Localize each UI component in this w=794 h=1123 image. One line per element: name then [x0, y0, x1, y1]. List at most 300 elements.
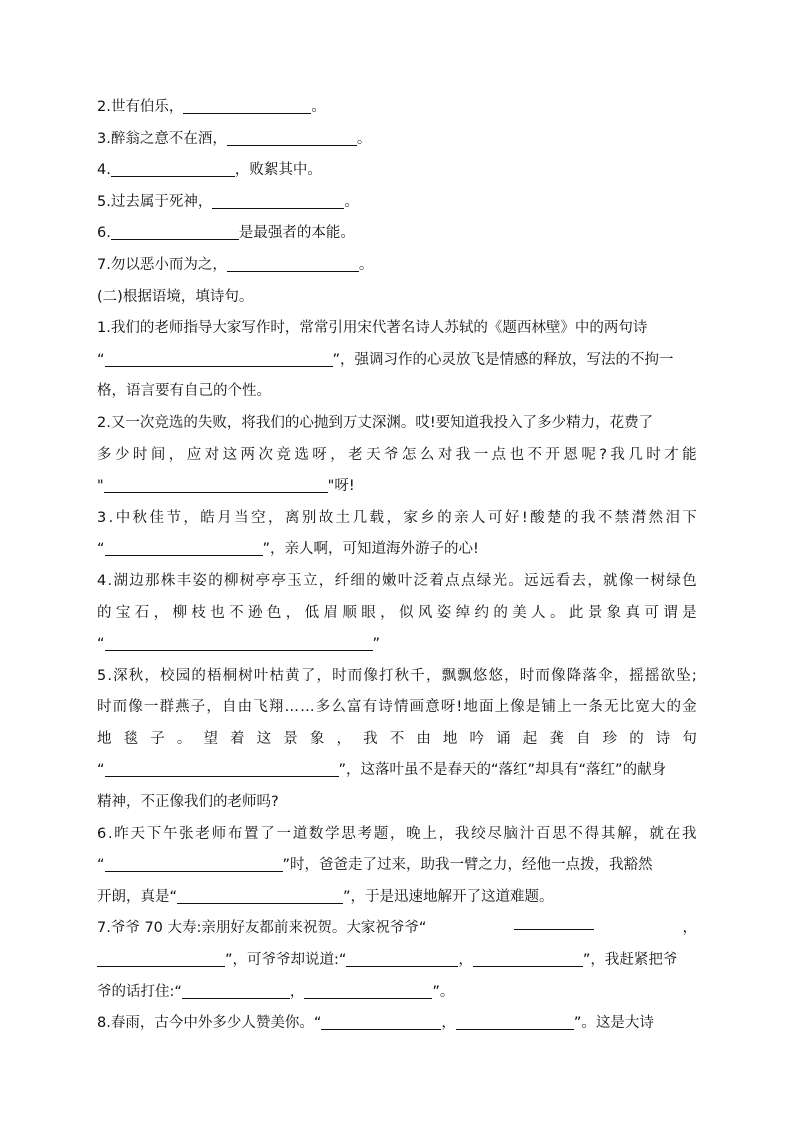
line-char: 点: [460, 572, 476, 589]
line-char: 黄: [285, 667, 300, 684]
text-line-c3a: [97, 503, 697, 535]
line-char: 时: [646, 446, 661, 463]
line-char: 悠: [472, 667, 488, 684]
line-char: 亭: [271, 572, 286, 589]
line-char: 绞: [471, 825, 486, 842]
line-char: 爷: [384, 446, 399, 463]
line-char: 禁: [614, 509, 630, 526]
answer-blank[interactable]: [212, 192, 344, 209]
line-char: 地: [463, 699, 478, 716]
answer-blank[interactable]: [321, 1013, 441, 1030]
line-char: ，: [425, 667, 441, 684]
line-char: 象: [309, 730, 325, 747]
line-char: …: [300, 699, 315, 716]
line-char: 可: [487, 509, 503, 526]
answer-blank[interactable]: [514, 913, 594, 930]
line-text: ，: [441, 1015, 456, 1032]
line-char: .: [108, 509, 114, 526]
line-char: 的: [366, 572, 381, 589]
line-char: 园: [175, 667, 191, 684]
line-char: 。: [176, 730, 192, 747]
line-char: 呀: [440, 699, 456, 716]
line-char: 老: [195, 825, 210, 842]
line-char: 怎: [401, 446, 417, 463]
line-char: 的: [563, 509, 579, 526]
answer-blank[interactable]: [105, 761, 339, 778]
line-char: 晚: [406, 825, 421, 842]
line-char: 置: [244, 825, 259, 842]
line-char: 去: [571, 572, 587, 589]
line-char: 月: [217, 509, 232, 526]
line-char: 亭: [255, 572, 271, 589]
line-char: 一: [572, 699, 588, 716]
line-char: 看: [555, 572, 571, 589]
line-char: 比: [619, 699, 635, 716]
line-char: 的: [208, 572, 223, 589]
line-char: 秋: [132, 509, 148, 526]
line-text: “: [97, 636, 105, 653]
line-char: 玉: [287, 572, 302, 589]
line-char: 一: [634, 572, 650, 589]
line-char: ，: [504, 667, 519, 684]
line-text: 1.我们的老师指导大家写作时，常常引用宋代著名诗人苏轼的《题西林壁》中的两句诗: [97, 320, 648, 337]
line-char: ，: [144, 667, 159, 684]
line-char: 吟: [469, 730, 485, 747]
line-char: ;: [691, 667, 697, 684]
line-char: 而: [347, 667, 363, 684]
line-char: 美: [512, 604, 527, 621]
line-char: .: [107, 667, 112, 684]
line-char: 可: [644, 604, 659, 621]
line-char: 我: [454, 825, 470, 842]
line-char: 铺: [541, 699, 556, 716]
line-char: 是: [682, 604, 697, 621]
answer-blank[interactable]: [105, 634, 373, 651]
line-char: 选: [294, 446, 309, 463]
line-char: 离: [284, 509, 300, 526]
line-char: ，: [438, 825, 454, 842]
line-text: 2.世有伯乐，: [97, 99, 184, 115]
line-char: 不: [389, 730, 405, 747]
line-char: 我: [610, 446, 625, 463]
line-char: 张: [179, 825, 194, 842]
line-char: 然: [648, 509, 664, 526]
line-char: 绿: [666, 572, 681, 589]
line-char: 节: [166, 509, 181, 526]
line-char: 秋: [128, 667, 144, 684]
line-text: 开朗，真是“: [97, 888, 178, 905]
line-char: 就: [603, 572, 618, 589]
line-char: 天: [366, 446, 381, 463]
line-char: 师: [211, 825, 227, 842]
line-char: 色: [682, 572, 697, 589]
line-char: 地: [97, 730, 112, 747]
line-text: 2.又一次竞选的失败，将我们的心抛到万丈深渊。哎!要知道我投入了多少精力，花费了: [97, 414, 654, 431]
line-char: ，: [386, 509, 401, 526]
line-char: …: [284, 699, 299, 716]
line-char: 摇: [644, 667, 660, 684]
line-char: 人: [531, 604, 546, 621]
text-line-c2c: [97, 471, 697, 503]
line-char: 由: [416, 730, 431, 747]
line-char: 望: [203, 730, 218, 747]
line-char: 别: [301, 509, 317, 526]
line-char: 株: [160, 572, 176, 589]
answer-blank[interactable]: [177, 887, 343, 904]
line-text: ”，这落叶虽不是春天的“落红”却具有“落红”的献身: [338, 762, 667, 779]
line-char: 石: [134, 604, 150, 621]
line-text: 。: [344, 193, 359, 210]
line-char: 乡: [420, 509, 435, 526]
line-text: ，: [458, 952, 473, 969]
line-char: 飘: [457, 667, 472, 684]
text-line-c5e: [97, 787, 697, 819]
line-char: 子: [190, 699, 206, 716]
line-char: 悠: [488, 667, 503, 684]
line-char: 不: [229, 604, 244, 621]
line-char: 燕: [175, 699, 190, 716]
line-text: 。: [311, 99, 326, 115]
answer-blank[interactable]: [304, 982, 432, 999]
line-text: ，败絮其中。: [234, 162, 322, 179]
answer-blank[interactable]: [105, 350, 333, 367]
line-char: 宝: [115, 604, 131, 621]
line-char: 泛: [413, 572, 429, 589]
line-text: ”，于是迅速地解开了这道难题。: [343, 888, 554, 905]
line-char: 昨: [114, 825, 129, 842]
line-char: 打: [379, 667, 394, 684]
line-char: 时: [97, 699, 112, 716]
line-char: 次: [258, 446, 273, 463]
line-char: 着: [429, 572, 444, 589]
text-line-c7a: [97, 913, 697, 945]
line-char: 桐: [222, 667, 238, 684]
line-char: 柳: [172, 604, 187, 621]
line-char: 枯: [269, 667, 285, 684]
line-char: 富: [347, 699, 362, 716]
line-char: 毯: [123, 730, 139, 747]
line-char: 欲: [660, 667, 676, 684]
line-char: 时: [519, 667, 535, 684]
text-line-c6c: [97, 882, 697, 914]
answer-blank[interactable]: [111, 160, 235, 177]
line-text: ，: [682, 920, 697, 937]
text-line-c5d: [97, 755, 697, 787]
answer-blank[interactable]: [456, 1013, 574, 1030]
line-char: 的: [666, 699, 681, 716]
line-char: 多: [315, 699, 331, 716]
text-line-c1a: [97, 313, 697, 345]
line-text: 是最强者的本能。: [238, 225, 355, 242]
line-char: 6: [97, 825, 107, 842]
line-char: 一: [276, 825, 291, 842]
line-char: 不: [527, 446, 542, 463]
line-char: 对: [204, 446, 220, 463]
answer-blank[interactable]: [346, 950, 458, 967]
line-text: ”: [372, 636, 381, 653]
line-char: 而: [112, 699, 128, 716]
line-char: ?: [599, 446, 607, 463]
line-text: 4.: [97, 162, 111, 179]
line-char: 秋: [394, 667, 410, 684]
text-line-c7b: [97, 945, 697, 977]
text-line-c6b: [97, 850, 697, 882]
line-char: 树: [650, 572, 666, 589]
line-char: 绰: [455, 604, 471, 621]
line-char: 绿: [476, 572, 492, 589]
line-char: 诗: [378, 699, 393, 716]
text-line-q5: [97, 187, 697, 219]
line-char: ，: [153, 604, 169, 621]
answer-blank[interactable]: [105, 539, 263, 556]
line-char: 梧: [206, 667, 222, 684]
line-char: 金: [682, 699, 697, 716]
line-char: 家: [403, 509, 418, 526]
line-char: 远: [524, 572, 539, 589]
line-char: 像: [510, 699, 525, 716]
line-char: ，: [587, 572, 602, 589]
line-char: 湖: [113, 572, 128, 589]
line-text: ”，强调习作的心灵放飞是情感的释放，写法的不拘一: [332, 351, 674, 368]
line-char: 千: [410, 667, 425, 684]
line-char: 在: [665, 825, 681, 842]
text-line-c4c: [97, 629, 697, 661]
line-text: 格，语言要有自己的个性。: [97, 383, 271, 400]
line-char: 纤: [334, 572, 350, 589]
line-char: 叶: [253, 667, 269, 684]
line-char: 树: [238, 667, 253, 684]
line-char: 一: [473, 446, 489, 463]
line-char: 解: [617, 825, 632, 842]
line-char: 珍: [602, 730, 618, 747]
line-char: 么: [331, 699, 346, 716]
line-char: 远: [539, 572, 555, 589]
line-char: 一: [143, 699, 159, 716]
line-char: 立: [303, 572, 318, 589]
text-line-q6: [97, 218, 697, 250]
line-char: 酸: [530, 509, 545, 526]
line-char: 而: [535, 667, 550, 684]
answer-blank[interactable]: [182, 982, 290, 999]
answer-blank[interactable]: [227, 129, 357, 146]
line-char: 枝: [191, 604, 206, 621]
line-text: 3.醉翁之意不在酒，: [97, 130, 227, 147]
line-char: 好: [504, 509, 520, 526]
line-char: 约: [474, 604, 489, 621]
line-text: ”，亲人啊，可知道海外游子的心!: [262, 541, 479, 558]
line-char: 么: [419, 446, 435, 463]
text-line-q7: [97, 250, 697, 282]
line-text: 7.爷爷 70 大寿:亲朋好友都前来祝贺。大家祝爷爷“: [97, 920, 427, 937]
line-char: 的: [191, 667, 206, 684]
line-text: 精神，不正像我们的老师吗?: [97, 794, 279, 811]
line-char: ，: [330, 446, 345, 463]
line-text: ”，我赶紧把爷: [582, 952, 678, 969]
line-char: 伞: [597, 667, 613, 684]
line-char: 此: [568, 604, 584, 621]
line-char: 风: [417, 604, 433, 621]
line-char: ，: [336, 730, 351, 747]
line-char: 降: [566, 667, 582, 684]
line-text: “: [97, 857, 105, 874]
line-char: 能: [682, 446, 697, 463]
line-char: 落: [582, 667, 597, 684]
line-char: 午: [162, 825, 178, 842]
line-char: 不: [568, 825, 583, 842]
line-char: 呀: [312, 446, 327, 463]
line-char: ，: [380, 604, 395, 621]
line-text: (二)根据语境，填诗句。: [97, 288, 254, 305]
line-char: 嫩: [381, 572, 397, 589]
line-char: 坠: [676, 667, 691, 684]
line-char: 土: [335, 509, 351, 526]
line-char: 无: [603, 699, 619, 716]
line-char: 像: [618, 572, 634, 589]
line-char: 3: [97, 509, 107, 526]
answer-blank[interactable]: [111, 223, 239, 240]
line-char: 象: [606, 604, 622, 621]
line-char: !: [456, 699, 463, 716]
line-char: 色: [266, 604, 282, 621]
line-char: 多: [97, 446, 112, 463]
line-char: 学: [325, 825, 340, 842]
line-char: 的: [437, 509, 452, 526]
line-text: “: [97, 351, 105, 368]
line-text: ": [97, 478, 104, 495]
line-char: 其: [600, 825, 616, 842]
line-char: 摇: [629, 667, 644, 684]
line-char: 数: [308, 825, 324, 842]
line-char: 真: [625, 604, 640, 621]
line-char: 姿: [436, 604, 452, 621]
line-char: 尽: [487, 825, 502, 842]
answer-blank[interactable]: [104, 476, 328, 493]
line-char: 点: [445, 572, 460, 589]
line-char: 起: [522, 730, 538, 747]
line-char: 故: [318, 509, 334, 526]
line-text: ”。这是大诗: [573, 1015, 654, 1032]
line-char: 像: [363, 667, 378, 684]
text-line-sec2: [97, 282, 697, 314]
line-char: 由: [237, 699, 253, 716]
line-char: 点: [491, 446, 507, 463]
line-char: 低: [304, 604, 320, 621]
line-char: 少: [114, 446, 130, 463]
line-char: 亲: [454, 509, 469, 526]
line-char: 潸: [631, 509, 647, 526]
line-char: 了: [260, 825, 275, 842]
line-char: 得: [584, 825, 600, 842]
text-line-c8a: [97, 1008, 697, 1040]
line-char: 楚: [546, 509, 562, 526]
line-char: ，: [318, 572, 334, 589]
line-char: !: [521, 509, 528, 526]
text-line-c5a: [97, 661, 697, 693]
answer-blank[interactable]: [97, 950, 225, 967]
line-char: 诵: [496, 730, 511, 747]
text-line-q3: [97, 124, 697, 156]
answer-blank[interactable]: [105, 855, 283, 872]
answer-blank[interactable]: [183, 97, 311, 114]
line-char: 开: [545, 446, 560, 463]
line-char: 我: [363, 730, 378, 747]
text-line-c4b: [97, 598, 697, 630]
line-char: 是: [525, 699, 541, 716]
line-text: 7.勿以恶小而为之，: [97, 256, 227, 273]
line-char: 空: [251, 509, 266, 526]
line-text: 8.春雨，古今中外多少人赞美你。“: [97, 1015, 322, 1032]
line-char: 群: [159, 699, 174, 716]
line-char: 自: [575, 730, 591, 747]
line-char: 间: [150, 446, 166, 463]
line-char: 题: [373, 825, 389, 842]
line-char: 逊: [248, 604, 263, 621]
line-char: 句: [682, 730, 697, 747]
line-char: 顺: [342, 604, 357, 621]
line-char: 时: [132, 446, 148, 463]
line-char: 也: [210, 604, 225, 621]
line-char: 翔: [268, 699, 284, 716]
line-char: 眉: [323, 604, 338, 621]
line-char: 的: [493, 604, 508, 621]
line-char: 光: [492, 572, 508, 589]
line-char: 道: [292, 825, 308, 842]
line-char: 画: [409, 699, 424, 716]
line-char: 几: [352, 509, 368, 526]
answer-blank[interactable]: [473, 950, 583, 967]
line-char: 应: [186, 446, 202, 463]
text-line-c5c: [97, 724, 697, 756]
line-char: 细: [350, 572, 365, 589]
line-char: 5: [97, 667, 107, 684]
text-line-c1c: [97, 376, 697, 408]
text-line-q4: [97, 155, 697, 187]
line-char: 佳: [149, 509, 165, 526]
line-char: 上: [557, 699, 572, 716]
text-line-c2a: [97, 408, 697, 440]
line-char: ，: [267, 509, 283, 526]
line-char: 中: [115, 509, 131, 526]
text-line-c4a: [97, 566, 697, 598]
line-char: ，: [285, 604, 301, 621]
line-char: 呢: [581, 446, 596, 463]
line-char: 眼: [361, 604, 376, 621]
line-char: 思: [552, 825, 567, 842]
line-char: 景: [283, 730, 298, 747]
line-char: 脑: [503, 825, 519, 842]
line-char: 我: [681, 825, 697, 842]
line-text: ”。: [432, 983, 455, 1000]
line-char: 这: [222, 446, 238, 463]
text-line-q2: [97, 92, 697, 124]
line-text: 。: [356, 130, 372, 147]
line-char: 地: [442, 730, 458, 747]
line-char: 这: [256, 730, 272, 747]
line-char: 当: [234, 509, 249, 526]
line-text: 爷的话打住:“: [97, 983, 182, 1000]
line-char: 。: [508, 572, 523, 589]
line-char: 意: [425, 699, 440, 716]
text-line-c1b: [97, 345, 697, 377]
line-char: 飘: [441, 667, 457, 684]
line-char: 。: [550, 604, 565, 621]
line-text: 。: [358, 256, 374, 273]
line-char: 天: [130, 825, 145, 842]
line-char: 像: [128, 699, 143, 716]
line-char: 不: [597, 509, 613, 526]
line-char: 就: [649, 825, 664, 842]
answer-blank[interactable]: [227, 255, 359, 272]
